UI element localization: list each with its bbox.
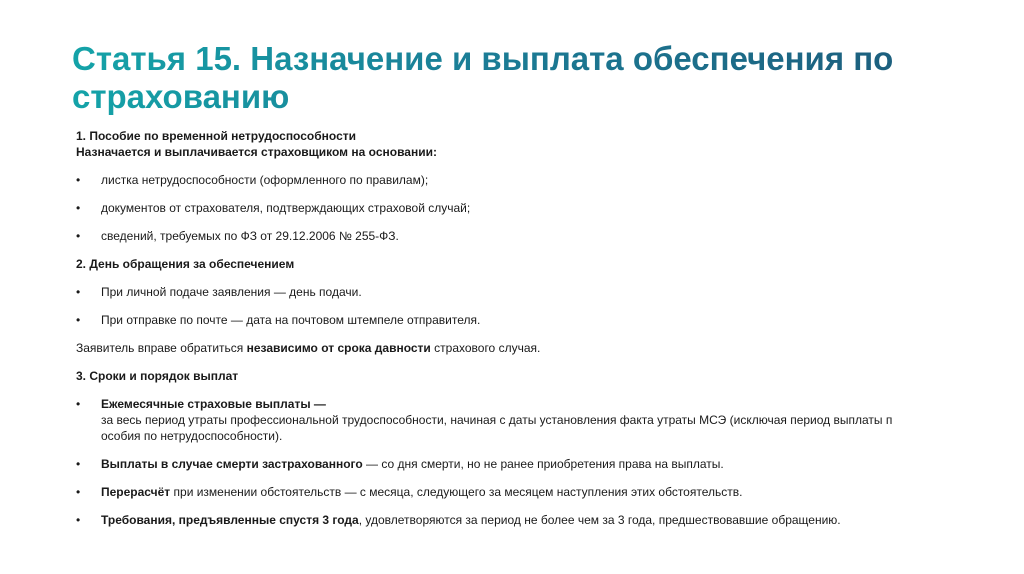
section-2-note	[76, 340, 976, 356]
list-item-bold: Ежемесячные страховые выплаты —	[101, 397, 326, 411]
bullet-icon: •	[76, 397, 81, 411]
list-item-text: При личной подаче заявления — день подачи.	[101, 285, 362, 299]
list-item	[76, 200, 976, 216]
list-item	[76, 456, 976, 472]
list-item	[76, 284, 976, 300]
section-1-heading: 1. Пособие по временной нетрудоспособности	[76, 129, 356, 143]
list-item-text: При отправке по почте — дата на почтовом штемпеле отправителя.	[101, 313, 481, 327]
list-item-text: при изменении обстоятельств — с месяца, следующего за месяцем наступления этих обстоятельств.	[170, 485, 743, 499]
list-item	[76, 512, 976, 528]
list-item	[76, 312, 976, 328]
note-text-pre: Заявитель вправе обратиться	[76, 341, 247, 355]
list-item	[76, 172, 976, 188]
list-item-text: особия по нетрудоспособности).	[101, 429, 283, 443]
slide-body	[76, 128, 976, 528]
bullet-icon: •	[76, 513, 81, 527]
list-item-text: за весь период утраты профессиональной трудоспособности, начиная с даты установления факта утраты МСЭ (исключая период выплаты п	[101, 413, 893, 427]
list-item-text: сведений, требуемых по ФЗ от 29.12.2006 № 255-ФЗ.	[101, 229, 399, 243]
list-item-text: листка нетрудоспособности (оформленного по правилам);	[101, 173, 429, 187]
note-text-post: страхового случая.	[430, 341, 541, 355]
bullet-icon: •	[76, 313, 81, 327]
section-2-heading: 2. День обращения за обеспечением	[76, 257, 295, 271]
list-item	[76, 228, 976, 244]
bullet-icon: •	[76, 285, 81, 299]
section-3-heading: 3. Сроки и порядок выплат	[76, 369, 239, 383]
list-item	[76, 484, 976, 500]
list-item-bold: Выплаты в случае смерти застрахованного	[101, 457, 363, 471]
list-item-text: , удовлетворяются за период не более чем за 3 года, предшествовавшие обращению.	[358, 513, 841, 527]
bullet-icon: •	[76, 229, 81, 243]
bullet-icon: •	[76, 457, 81, 471]
list-item-bold: Перерасчёт	[101, 485, 171, 499]
title-line-1: Статья 15. Назначение и выплата обеспечения по	[72, 40, 894, 77]
section-1-subheading: Назначается и выплачивается страховщиком на основании:	[76, 145, 437, 159]
title-line-2: страхованию	[72, 78, 290, 115]
list-item	[76, 396, 976, 444]
list-item-bold: Требования, предъявленные спустя 3 года	[101, 513, 359, 527]
bullet-icon: •	[76, 485, 81, 499]
list-item-text: — со дня смерти, но не ранее приобретения права на выплаты.	[362, 457, 724, 471]
page-title	[72, 40, 972, 116]
bullet-icon: •	[76, 173, 81, 187]
list-item-text: документов от страхователя, подтверждающих страховой случай;	[101, 201, 471, 215]
bullet-icon: •	[76, 201, 81, 215]
note-text-bold: независимо от срока давности	[246, 341, 431, 355]
